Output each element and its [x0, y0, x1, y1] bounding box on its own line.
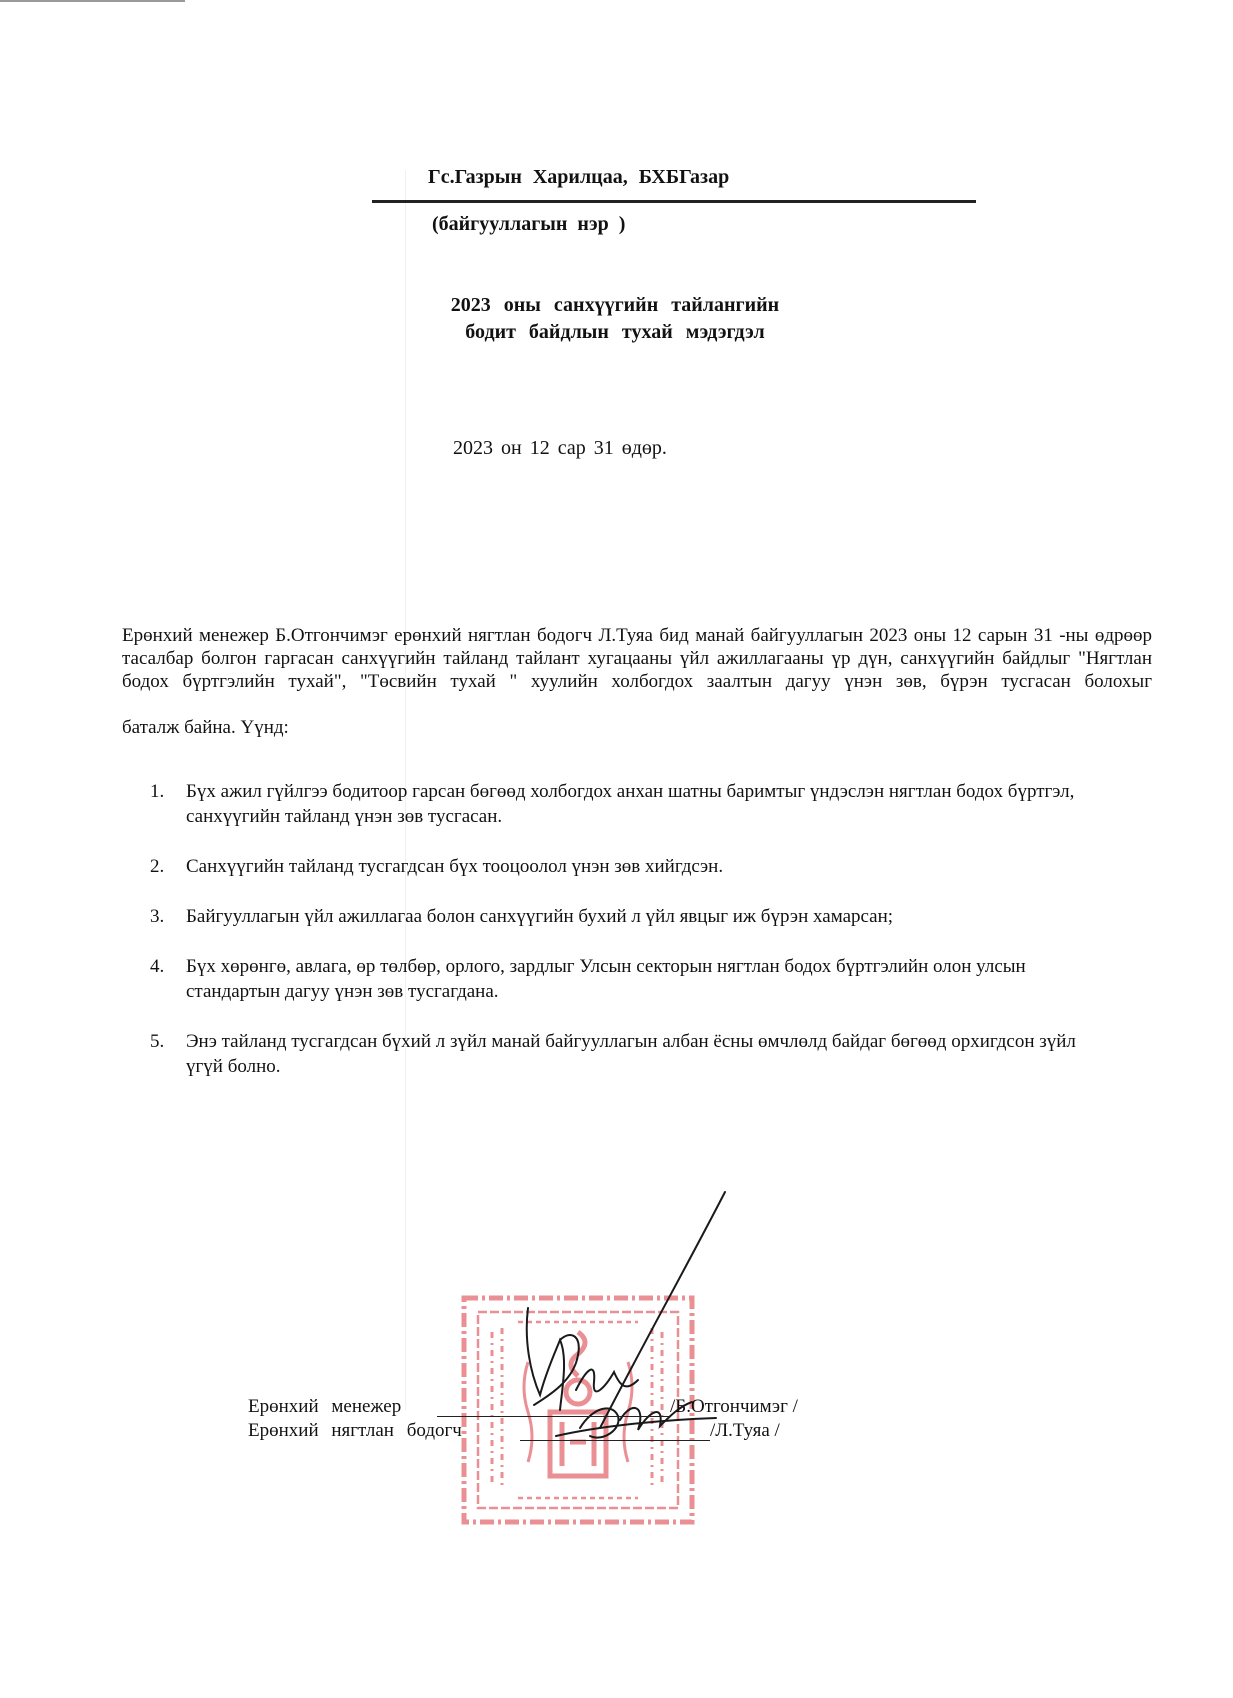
list-item-number: 3.	[150, 906, 165, 927]
list-item	[150, 904, 1110, 929]
organization-name: Гс.Газрын Харилцаа, БХБГазар	[428, 166, 730, 188]
list-item	[150, 854, 1110, 879]
list-item-number: 4.	[150, 956, 165, 977]
document-title-line2: бодит байдлын тухай мэдэгдэл	[465, 321, 765, 343]
manager-title: Ерөнхий менежер	[248, 1396, 402, 1417]
accountant-title: Ерөнхий нягтлан бодогч	[248, 1420, 462, 1441]
handwritten-signature-icon	[520, 1190, 730, 1460]
list-item	[150, 954, 1110, 1004]
intro-paragraph: Ерөнхий менежер Б.Отгончимэг ерөнхий нягтлан бодогч Л.Туяа бид манай байгууллагын 2023 оны 12 сарын 31 -ны өдрөөр тасалбар болгон гаргасан санхүүгийн тайланд тайлант хугацааны үйл ажиллагааны үр дүн, санхүүгийн байдлыг "Нягтлан бодох бүртгэлийн тухай", "Төсвийн тухай " хуулийн холбогдох заалтын дагуу үнэн зөв, бүрэн тусгасан болохыг	[122, 625, 1152, 692]
accountant-name: /Л.Туяа /	[710, 1420, 780, 1441]
document-title-line1: 2023 оны санхүүгийн тайлангийн	[450, 294, 780, 316]
list-item-text: Бүх хөрөнгө, авлага, өр төлбөр, орлого, зардлыг Улсын секторын нягтлан бодох бүртгэлийн олон улсын стандартын дагуу үнэн зөв тусгагдана.	[186, 956, 1026, 1002]
list-item-number: 5.	[150, 1031, 165, 1052]
list-item-text: Санхүүгийн тайланд тусгагдсан бүх тооцоолол үнэн зөв хийгдсэн.	[186, 856, 724, 877]
document-date: 2023 он 12 сар 31 өдөр.	[453, 437, 667, 459]
accountant-signature-line	[520, 1440, 710, 1441]
list-item	[150, 779, 1110, 829]
list-item-number: 1.	[150, 781, 165, 802]
list-item-text: Энэ тайланд тусгагдсан бүхий л зүйл манай байгууллагын албан ёсны өмчлөлд байдаг бөгөөд орхигдсон зүйл үгүй болно.	[186, 1031, 1076, 1077]
scan-edge-mark	[0, 0, 185, 2]
list-item	[150, 1029, 1110, 1079]
document-title	[380, 292, 850, 346]
organization-caption: (байгууллагын нэр )	[432, 213, 626, 235]
manager-signature-line	[437, 1416, 670, 1417]
intro-paragraph-last-line: баталж байна. Үүнд:	[122, 717, 289, 738]
organization-underline	[372, 200, 976, 203]
list-item-text: Бүх ажил гүйлгээ бодитоор гарсан бөгөөд холбогдох анхан шатны баримтыг үндэслэн нягтлан бодох бүртгэл, санхүүгийн тайланд үнэн зөв тусгасан.	[186, 781, 1075, 827]
list-item-text: Байгууллагын үйл ажиллагаа болон санхүүгийн бухий л үйл явцыг иж бүрэн хамарсан;	[186, 906, 894, 927]
statement-list	[150, 779, 1110, 1104]
list-item-number: 2.	[150, 856, 165, 877]
manager-name: /Б.Отгончимэг /	[670, 1396, 798, 1417]
